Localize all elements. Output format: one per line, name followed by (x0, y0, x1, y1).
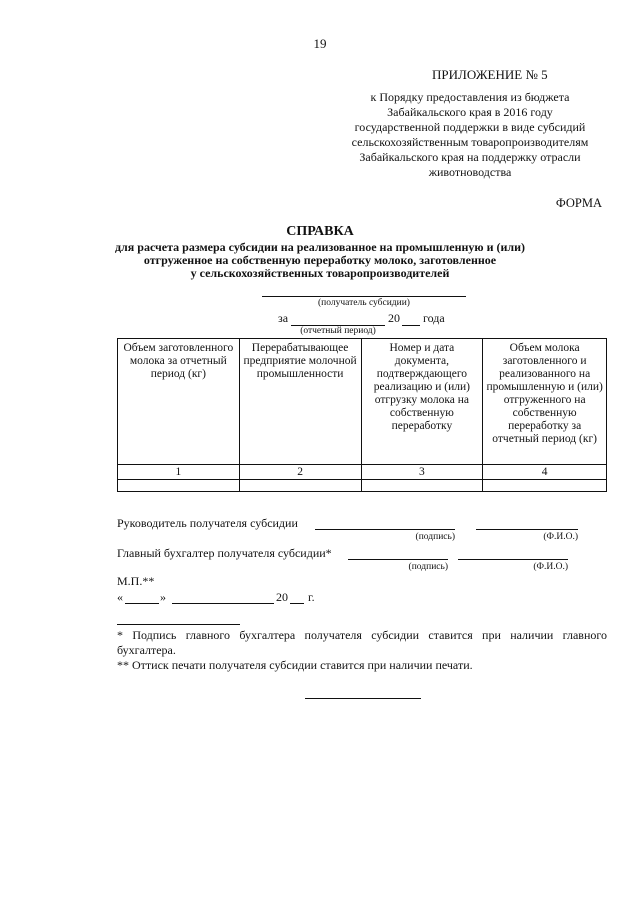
footnote-2: ** Оттиск печати получателя субсидии ставится при наличии печати. (117, 658, 473, 672)
table-row (118, 480, 607, 492)
period-year-prefix: 20 (388, 311, 400, 325)
accountant-signature-line[interactable] (348, 559, 448, 560)
signature-caption: (подпись) (408, 562, 448, 572)
appendix-line: сельскохозяйственным товаропроизводителям (351, 135, 589, 149)
column-number: 3 (361, 465, 483, 480)
column-header: Объем заготовленного молока за отчетный период (кг) (118, 339, 240, 465)
column-header: Объем молока заготовленного и реализованного на промышленную и (или) отгруженного на собственную переработку за отчетный период (кг) (483, 339, 607, 465)
accountant-fio-line[interactable] (458, 559, 568, 560)
table-cell[interactable] (483, 480, 607, 492)
appendix-line: государственной поддержки в виде субсидий (354, 120, 586, 134)
period-prefix: за (278, 311, 289, 325)
period-caption: (отчетный период) (300, 326, 376, 336)
form-label: ФОРМА (555, 196, 602, 210)
appendix-line: животноводства (428, 165, 512, 179)
end-line (305, 698, 421, 699)
table-number-row (118, 465, 607, 480)
appendix-title: ПРИЛОЖЕНИЕ № 5 (432, 67, 548, 82)
subtitle-line: отгруженное на собственную переработку молоко, заготовленное (143, 253, 497, 267)
recipient-line (262, 296, 466, 297)
date-day-line[interactable] (125, 603, 159, 604)
footnote-1: * Подпись главного бухгалтера получателя субсидии ставится при наличии главного бухгалтера. (117, 628, 607, 657)
date-year-prefix: 20 (276, 590, 288, 604)
table-header-row (118, 339, 607, 465)
date-close-quote: » (160, 590, 166, 604)
appendix-line: Забайкальского края на поддержку отрасли (359, 150, 581, 164)
page-number: 19 (313, 36, 327, 51)
date-open-quote: « (117, 590, 123, 604)
column-number: 4 (483, 465, 607, 480)
document-subtitle (80, 241, 560, 280)
period-year-line (402, 325, 420, 326)
table-cell[interactable] (118, 480, 240, 492)
column-header: Номер и дата документа, подтверждающего реализацию и (или) отгрузку молока на собственную переработку (361, 339, 483, 465)
data-table (117, 338, 607, 492)
accountant-label: Главный бухгалтер получателя субсидии* (117, 546, 332, 560)
appendix-line: Забайкальского края в 2016 году (387, 105, 553, 119)
date-suffix: г. (308, 590, 315, 604)
stamp-label: М.П.** (117, 574, 155, 588)
appendix-subtitle (350, 90, 590, 180)
table-cell[interactable] (239, 480, 361, 492)
fio-caption: (Ф.И.О.) (533, 562, 568, 572)
head-label: Руководитель получателя субсидии (117, 516, 298, 530)
footnote-separator (117, 624, 240, 625)
column-number: 2 (239, 465, 361, 480)
head-fio-line[interactable] (476, 529, 578, 530)
subtitle-line: для расчета размера субсидии на реализованное на промышленную и (или) (114, 240, 526, 254)
date-year-line[interactable] (290, 603, 304, 604)
head-signature-line[interactable] (315, 529, 455, 530)
fio-caption: (Ф.И.О.) (543, 532, 578, 542)
table-cell[interactable] (361, 480, 483, 492)
document-title: СПРАВКА (286, 224, 354, 239)
appendix-line: к Порядку предоставления из бюджета (370, 90, 570, 104)
signature-caption: (подпись) (415, 532, 455, 542)
recipient-caption: (получатель субсидии) (318, 298, 410, 308)
subtitle-line: у сельскохозяйственных товаропроизводителей (190, 266, 450, 280)
date-month-line[interactable] (172, 603, 274, 604)
period-suffix: года (423, 311, 445, 325)
column-number: 1 (118, 465, 240, 480)
column-header: Перерабатывающее предприятие молочной промышленности (239, 339, 361, 465)
